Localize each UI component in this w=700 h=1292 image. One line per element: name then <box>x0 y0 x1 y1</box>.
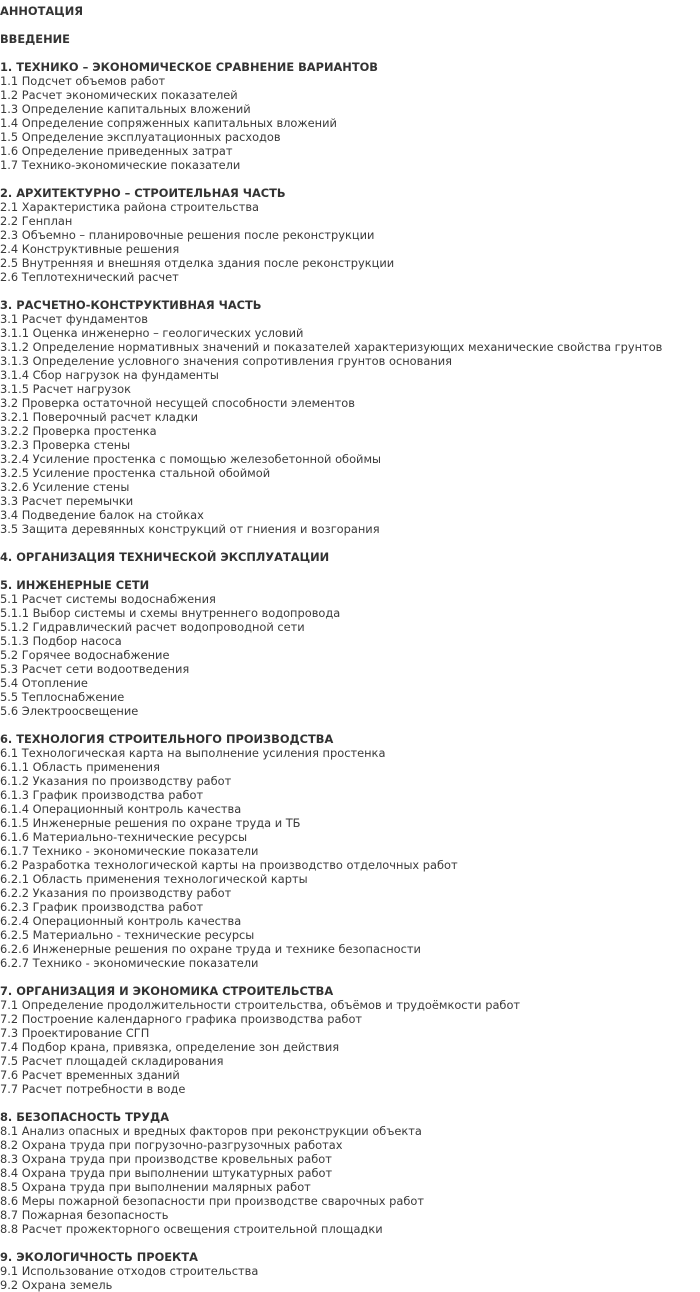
toc-item: 5.1.1 Выбор системы и схемы внутреннего водопровода <box>0 606 341 620</box>
toc-item: 7.5 Расчет площадей складирования <box>0 1054 224 1068</box>
toc-item: 8.8 Расчет прожекторного освещения строительной площадки <box>0 1222 383 1236</box>
toc-item: 6.1 Технологическая карта на выполнение усиления простенка <box>0 746 386 760</box>
blank-line <box>0 970 700 984</box>
section-heading: 8. БЕЗОПАСНОСТЬ ТРУДА <box>0 1110 170 1124</box>
section-heading: 6. ТЕХНОЛОГИЯ СТРОИТЕЛЬНОГО ПРОИЗВОДСТВА <box>0 732 334 746</box>
section-heading: 1. ТЕХНИКО – ЭКОНОМИЧЕСКОЕ СРАВНЕНИЕ ВАРИАНТОВ <box>0 60 378 74</box>
toc-item: 3.2 Проверка остаточной несущей способности элементов <box>0 396 355 410</box>
toc-item: 5.1.3 Подбор насоса <box>0 634 122 648</box>
toc-item: 9.1 Использование отходов строительства <box>0 1264 259 1278</box>
toc-item: 6.1.5 Инженерные решения по охране труда и ТБ <box>0 816 301 830</box>
toc-item: 1.5 Определение эксплуатационных расходов <box>0 130 281 144</box>
toc-item: 3.2.1 Поверочный расчет кладки <box>0 410 199 424</box>
toc-item: 3.1.2 Определение нормативных значений и показателей характеризующих механические свойства грунтов <box>0 340 663 354</box>
toc-item: 1.3 Определение капитальных вложений <box>0 102 251 116</box>
toc-item: 8.7 Пожарная безопасность <box>0 1208 169 1222</box>
toc-item: 8.2 Охрана труда при погрузочно-разгрузочных работах <box>0 1138 343 1152</box>
toc-item: 3.2.2 Проверка простенка <box>0 424 157 438</box>
section-heading: 3. РАСЧЕТНО-КОНСТРУКТИВНАЯ ЧАСТЬ <box>0 298 262 312</box>
toc-item: 7.7 Расчет потребности в воде <box>0 1082 186 1096</box>
blank-line <box>0 536 700 550</box>
section-heading: 7. ОРГАНИЗАЦИЯ И ЭКОНОМИКА СТРОИТЕЛЬСТВА <box>0 984 334 998</box>
toc-item: 3.2.6 Усиление стены <box>0 480 130 494</box>
toc-item: 6.1.4 Операционный контроль качества <box>0 802 242 816</box>
blank-line <box>0 284 700 298</box>
toc-item: 3.2.4 Усиление простенка с помощью железобетонной обоймы <box>0 452 382 466</box>
toc-item: 3.1.3 Определение условного значения сопротивления грунтов основания <box>0 354 453 368</box>
toc-item: 1.4 Определение сопряженных капитальных вложений <box>0 116 337 130</box>
section-heading: 5. ИНЖЕНЕРНЫЕ СЕТИ <box>0 578 150 592</box>
blank-line <box>0 1236 700 1250</box>
toc-item: 7.1 Определение продолжительности строительства, объёмов и трудоёмкости работ <box>0 998 521 1012</box>
toc-item: 2.4 Конструктивные решения <box>0 242 180 256</box>
section-heading: 2. АРХИТЕКТУРНО – СТРОИТЕЛЬНАЯ ЧАСТЬ <box>0 186 286 200</box>
toc-item: 5.5 Теплоснабжение <box>0 690 125 704</box>
toc-item: 6.1.2 Указания по производству работ <box>0 774 232 788</box>
toc-item: 5.2 Горячее водоснабжение <box>0 648 170 662</box>
toc-item: 8.4 Охрана труда при выполнении штукатурных работ <box>0 1166 333 1180</box>
toc-item: 5.1.2 Гидравлический расчет водопроводной сети <box>0 620 305 634</box>
section-heading: ВВЕДЕНИЕ <box>0 32 70 46</box>
table-of-contents <box>0 4 700 1292</box>
toc-item: 3.1.1 Оценка инженерно – геологических условий <box>0 326 304 340</box>
toc-item: 7.3 Проектирование СГП <box>0 1026 150 1040</box>
toc-item: 1.6 Определение приведенных затрат <box>0 144 233 158</box>
toc-item: 6.1.3 График производства работ <box>0 788 204 802</box>
section-heading: АННОТАЦИЯ <box>0 4 84 18</box>
toc-item: 5.3 Расчет сети водоотведения <box>0 662 190 676</box>
toc-item: 2.5 Внутренняя и внешняя отделка здания после реконструкции <box>0 256 395 270</box>
toc-item: 2.1 Характеристика района строительства <box>0 200 260 214</box>
toc-item: 7.2 Построение календарного графика производства работ <box>0 1012 363 1026</box>
toc-item: 8.6 Меры пожарной безопасности при производстве сварочных работ <box>0 1194 424 1208</box>
toc-item: 3.2.3 Проверка стены <box>0 438 131 452</box>
toc-item: 6.2.6 Инженерные решения по охране труда и технике безопасности <box>0 942 421 956</box>
toc-item: 1.1 Подсчет объемов работ <box>0 74 166 88</box>
toc-item: 7.4 Подбор крана, привязка, определение зон действия <box>0 1040 340 1054</box>
toc-item: 6.1.7 Технико - экономические показатели <box>0 844 259 858</box>
toc-item: 2.3 Объемно – планировочные решения после реконструкции <box>0 228 375 242</box>
toc-item: 7.6 Расчет временных зданий <box>0 1068 180 1082</box>
blank-line <box>0 46 700 60</box>
toc-item: 8.5 Охрана труда при выполнении малярных работ <box>0 1180 311 1194</box>
toc-item: 6.2.3 График производства работ <box>0 900 204 914</box>
blank-line <box>0 1096 700 1110</box>
toc-item: 3.2.5 Усиление простенка стальной обоймой <box>0 466 271 480</box>
toc-item: 9.2 Охрана земель <box>0 1278 113 1292</box>
toc-item: 3.1.4 Сбор нагрузок на фундаменты <box>0 368 219 382</box>
blank-line <box>0 18 700 32</box>
toc-item: 6.2.4 Операционный контроль качества <box>0 914 242 928</box>
toc-item: 6.1.1 Область применения <box>0 760 160 774</box>
section-heading: 4. ОРГАНИЗАЦИЯ ТЕХНИЧЕСКОЙ ЭКСПЛУАТАЦИИ <box>0 550 330 564</box>
toc-item: 8.3 Охрана труда при производстве кровельных работ <box>0 1152 332 1166</box>
toc-item: 6.2.5 Материально - технические ресурсы <box>0 928 255 942</box>
toc-item: 6.2.1 Область применения технологической карты <box>0 872 308 886</box>
toc-item: 6.2 Разработка технологической карты на производство отделочных работ <box>0 858 458 872</box>
toc-item: 5.4 Отопление <box>0 676 88 690</box>
toc-item: 3.3 Расчет перемычки <box>0 494 134 508</box>
toc-item: 3.1.5 Расчет нагрузок <box>0 382 131 396</box>
section-heading: 9. ЭКОЛОГИЧНОСТЬ ПРОЕКТА <box>0 1250 198 1264</box>
toc-item: 1.2 Расчет экономических показателей <box>0 88 238 102</box>
toc-item: 2.6 Теплотехнический расчет <box>0 270 179 284</box>
toc-item: 3.5 Защита деревянных конструкций от гниения и возгорания <box>0 522 380 536</box>
toc-item: 8.1 Анализ опасных и вредных факторов при реконструкции объекта <box>0 1124 422 1138</box>
toc-item: 6.1.6 Материально-технические ресурсы <box>0 830 248 844</box>
toc-item: 6.2.7 Технико - экономические показатели <box>0 956 259 970</box>
toc-item: 1.7 Технико-экономические показатели <box>0 158 241 172</box>
toc-item: 6.2.2 Указания по производству работ <box>0 886 232 900</box>
blank-line <box>0 172 700 186</box>
toc-item: 5.6 Электроосвещение <box>0 704 139 718</box>
blank-line <box>0 564 700 578</box>
toc-item: 2.2 Генплан <box>0 214 73 228</box>
blank-line <box>0 718 700 732</box>
toc-item: 3.1 Расчет фундаментов <box>0 312 148 326</box>
toc-item: 3.4 Подведение балок на стойках <box>0 508 204 522</box>
toc-item: 5.1 Расчет системы водоснабжения <box>0 592 216 606</box>
